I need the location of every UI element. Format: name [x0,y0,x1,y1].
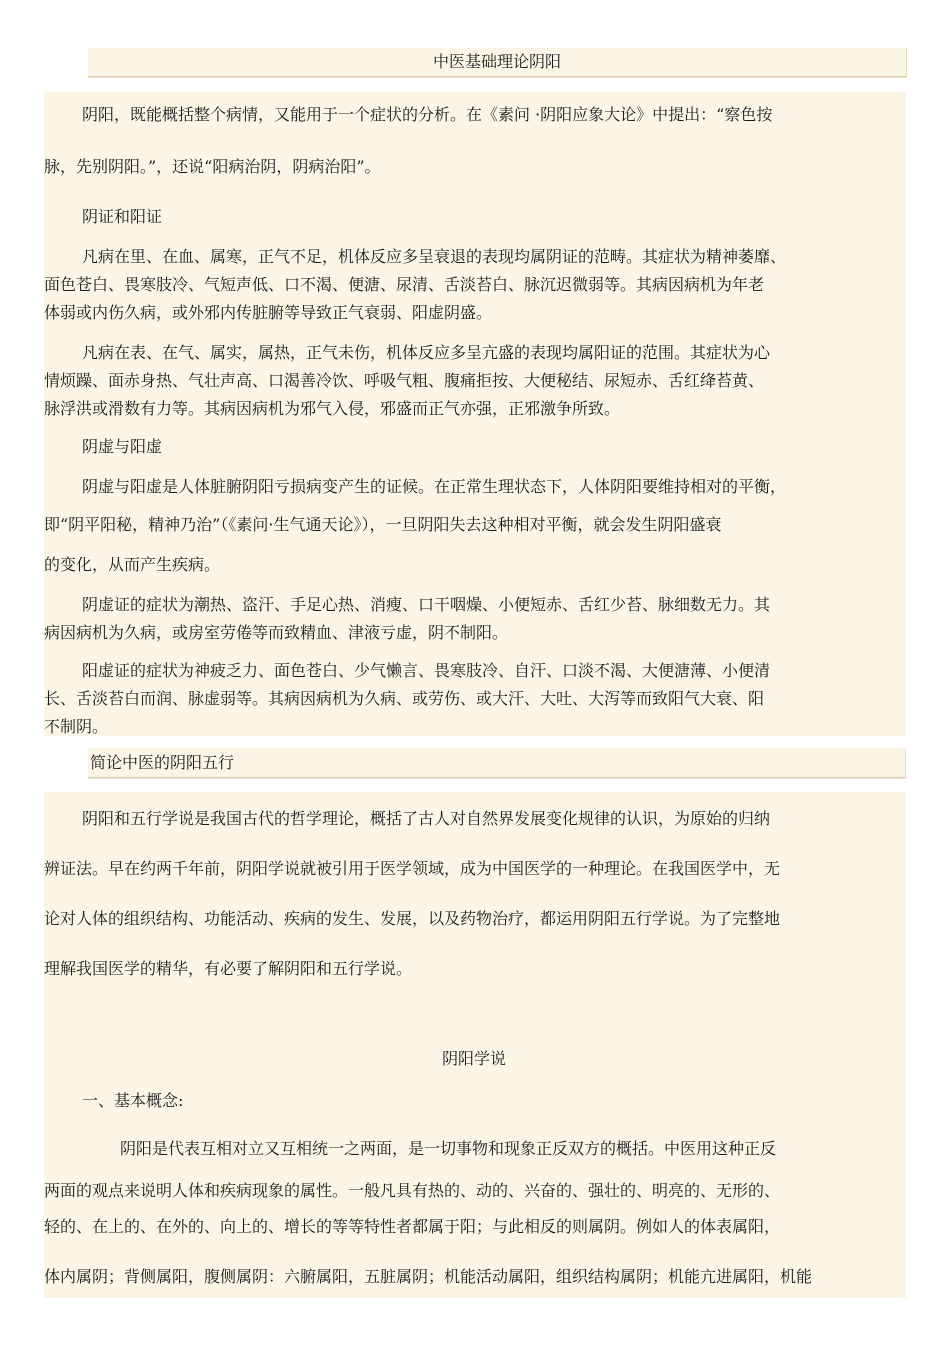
subheading: 阴证和阳证 [82,207,163,226]
subheading: 一、基本概念: [82,1091,184,1110]
paragraph-line: 凡病在表、在气、属实，属热，正气未伤，机体反应多呈亢盛的表现均属阳证的范围。其症状为心 [82,343,771,362]
paragraph-line: 脉浮洪或滑数有力等。其病因病机为邪气入侵，邪盛而正气亦强，正邪激争所致。 [44,399,621,418]
paragraph-line: 的变化，从而产生疾病。 [44,555,221,574]
content-panel [44,92,906,736]
subheading: 阴虚与阳虚 [82,437,163,456]
paragraph-line: 阴阳是代表互相对立又互相统一之两面，是一切事物和现象正反双方的概括。中医用这种正反 [120,1139,777,1158]
subheading: 阴阳学说 [442,1049,506,1068]
paragraph-line: 辨证法。早在约两千年前，阴阳学说就被引用于医学领域，成为中国医学的一种理论。在我国医学中，无 [44,859,781,878]
section-title-bar [88,48,907,77]
paragraph-line: 轻的、在上的、在外的、向上的、增长的等等特性者都属于阳；与此相反的则属阴。例如人的体表属阳， [44,1217,781,1236]
paragraph-line: 病因病机为久病，或房室劳倦等而致精血、津液亏虚，阴不制阳。 [44,623,509,642]
paragraph-line: 即“阴平阳秘，精神乃治”（《素问·生气通天论》），一旦阴阳失去这种相对平衡，就会发生阴阳盛衰 [44,515,722,534]
paragraph-line: 两面的观点来说明人体和疾病现象的属性。一般凡具有热的、动的、兴奋的、强壮的、明亮的、无形的、 [44,1181,781,1200]
paragraph-line: 阴阳和五行学说是我国古代的哲学理论，概括了古人对自然界发展变化规律的认识，为原始的归纳 [82,809,771,828]
section-title-bar [88,748,906,778]
paragraph-line: 长、舌淡苔白而润、脉虚弱等。其病因病机为久病、或劳伤、或大汗、大吐、大泻等而致阳气大衰、阳 [44,689,765,708]
paragraph-line: 体弱或内伤久病，或外邪内传脏腑等导致正气衰弱、阳虚阴盛。 [44,303,493,322]
section-title: 中医基础理论阴阳 [432,52,561,71]
paragraph-line: 阳虚证的症状为神疲乏力、面色苍白、少气懒言、畏寒肢冷、自汗、口淡不渴、大便溏薄、小便清 [82,661,771,680]
section-title: 简论中医的阴阳五行 [90,753,235,772]
paragraph-line: 理解我国医学的精华，有必要了解阴阳和五行学说。 [44,959,413,978]
paragraph-line: 体内属阴；背侧属阳，腹侧属阴：六腑属阳，五脏属阴；机能活动属阳，组织结构属阴；机能亢进属阳，机能 [44,1267,813,1286]
paragraph-line: 阴阳，既能概括整个病情，又能用于一个症状的分析。在《素问 ·阴阳应象大论》中提出：“察色按 [82,105,773,124]
paragraph-line: 凡病在里、在血、属寒，正气不足，机体反应多呈衰退的表现均属阴证的范畴。其症状为精神萎靡、 [82,247,787,266]
paragraph-line: 论对人体的组织结构、功能活动、疾病的发生、发展，以及药物治疗，都运用阴阳五行学说。为了完整地 [44,909,781,928]
paragraph-line: 面色苍白、畏寒肢冷、气短声低、口不渴、便溏、尿清、舌淡苔白、脉沉迟微弱等。其病因病机为年老 [44,275,765,294]
paragraph-line: 不制阴。 [44,717,109,736]
paragraph-line: 脉，先别阴阳。”，还说“阳病治阴，阴病治阳”。 [44,157,381,176]
paragraph-line: 阴虚证的症状为潮热、盗汗、手足心热、消瘦、口干咽燥、小便短赤、舌红少苔、脉细数无力。其 [82,595,771,614]
content-panel [44,792,906,1298]
paragraph-line: 阴虚与阳虚是人体脏腑阴阳亏损病变产生的证候。在正常生理状态下，人体阴阳要维持相对的平衡， [82,477,787,496]
paragraph-line: 情烦躁、面赤身热、气壮声高、口渴善冷饮、呼吸气粗、腹痛拒按、大便秘结、尿短赤、舌红绛苔黄、 [44,371,765,390]
